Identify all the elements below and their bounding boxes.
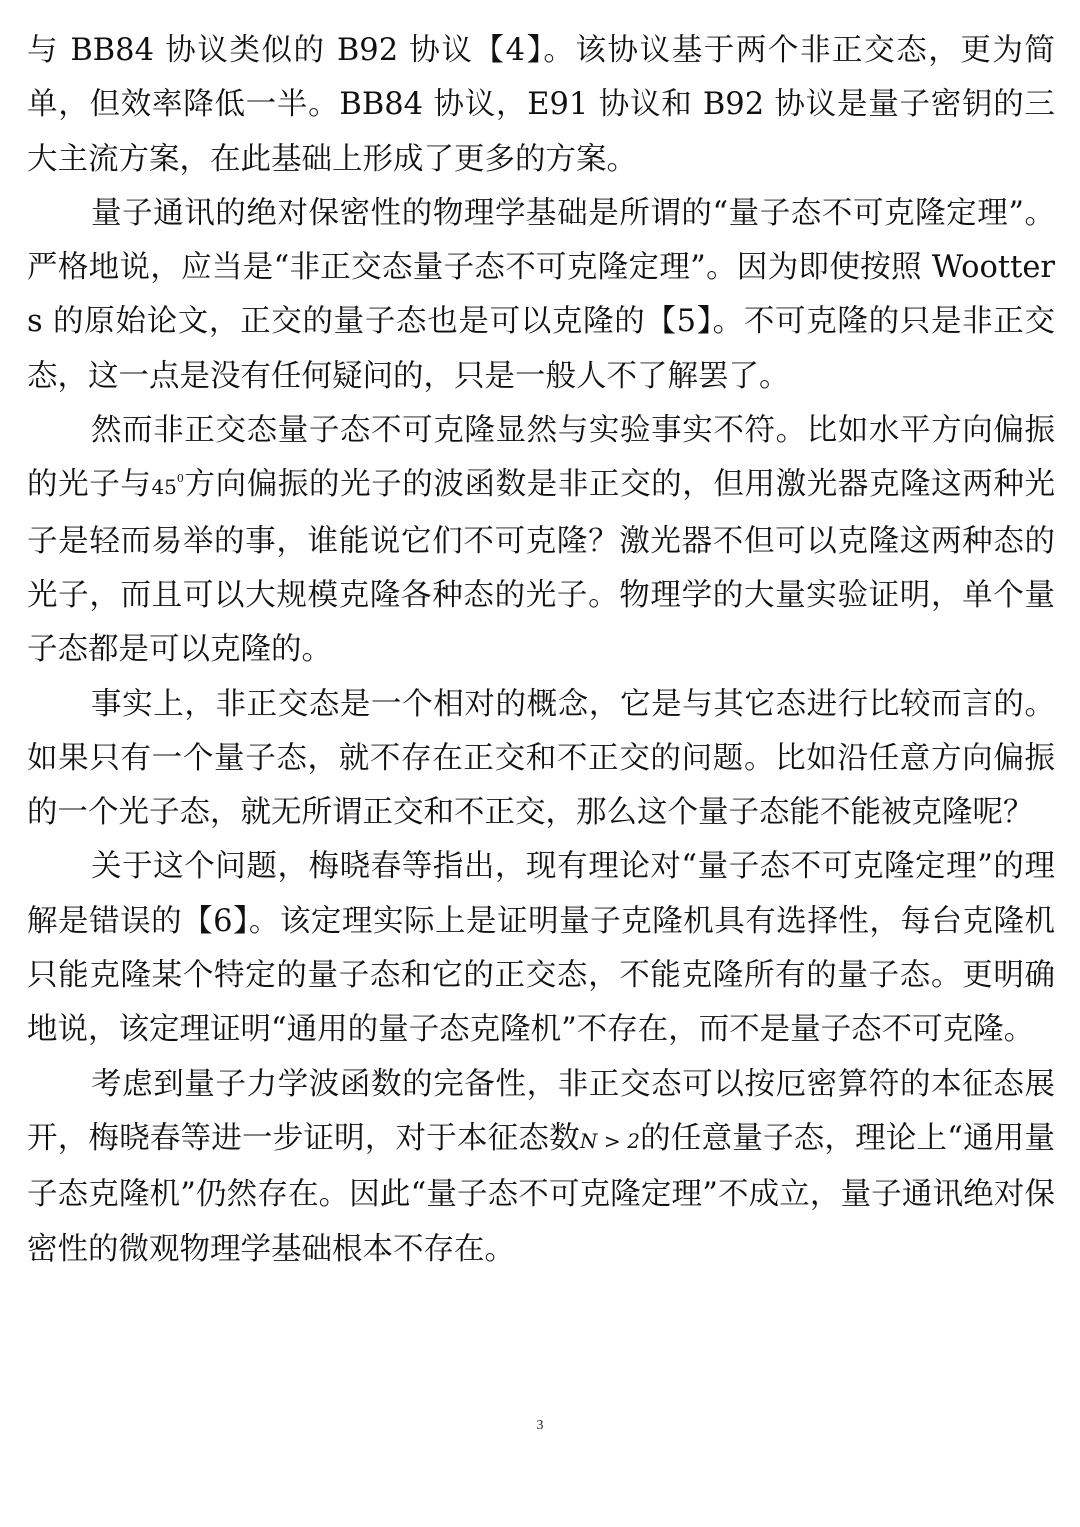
paragraph-text-after-math: 的任意量子态，理论上“通用量子态克隆机”仍然存在。因此“量子态不可克隆定理”不成立，量子通讯绝对保密性的微观物理学基础根本不存在。: [27, 1120, 1055, 1267]
page-number: 3: [536, 1418, 544, 1433]
paragraph-experimental-facts: [27, 404, 1055, 677]
angle-degree-superscript: 0: [176, 472, 184, 486]
eigenstate-count-expression: N > 2: [579, 1128, 640, 1153]
paragraph-text-before-angle: 然而非正交态量子态不可克隆显然与实验事实不符。比如水平方向偏振的光子与: [27, 413, 1055, 503]
paragraph-text-after-angle: 方向偏振的光子的波函数是非正交的，但用激光器克隆这两种光子是轻而易举的事，谁能说它们不可克隆？激光器不但可以克隆这两种态的光子，而且可以大规模克隆各种态的光子。物理学的大量实验证明，单个量子态都是可以克隆的。: [27, 467, 1056, 668]
paragraph-text-before-math: 考虑到量子力学波函数的完备性，非正交态可以按厄密算符的本征态展开，梅晓春等进一步证明，对于本征态数: [27, 1066, 1055, 1156]
paragraph-universal-cloner: [27, 1058, 1055, 1277]
paragraph-selective-cloning: 关于这个问题，梅晓春等指出，现有理论对“量子态不可克隆定理”的理解是错误的【6】。该定理实际上是证明量子克隆机具有选择性，每台克隆机只能克隆某个特定的量子态和它的正交态，不能克隆所有的量子态。更明确地说，该定理证明“通用的量子态克隆机”不存在，而不是量子态不可克隆。: [27, 849, 1055, 1048]
document-body: [27, 24, 1055, 1277]
paragraph-b92-protocol: 与 BB84 协议类似的 B92 协议【4】。该协议基于两个非正交态，更为简单，但效率降低一半。BB84 协议，E91 协议和 B92 协议是量子密钥的三大主流方案，在此基础上形成了更多的方案。: [27, 33, 1055, 177]
angle-value: 45: [151, 475, 177, 500]
paragraph-relative-concept: 事实上，非正交态是一个相对的概念，它是与其它态进行比较而言的。如果只有一个量子态，就不存在正交和不正交的问题。比如沿任意方向偏振的一个光子态，就无所谓正交和不正交，那么这个量子态能不能被克隆呢？: [27, 686, 1055, 831]
paragraph-no-cloning-basis: 量子通讯的绝对保密性的物理学基础是所谓的“量子态不可克隆定理”。严格地说，应当是“非正交态量子态不可克隆定理”。因为即使按照 Wootters 的原始论文，正交的量子态也是可以克隆的【5】。不可克隆的只是非正交态，这一点是没有任何疑问的，只是一般人不了解罢了。: [27, 195, 1055, 394]
